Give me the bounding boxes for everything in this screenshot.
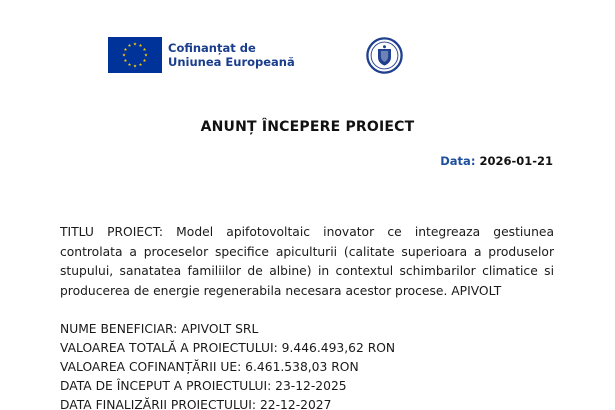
date-value: 2026-01-21 [479,154,553,168]
eu-logo-line1: Cofinanțat de [168,40,256,55]
beneficiary-line: NUME BENEFICIAR: APIVOLT SRL [60,322,259,336]
start-date-line: DATA DE ÎNCEPUT A PROIECTULUI: 23-12-2025 [60,379,347,393]
eu-cofinancing-logo [108,37,295,73]
eu-logo-text [168,41,295,70]
eu-flag-icon [108,37,162,73]
end-date-line: DATA FINALIZĂRII PROIECTULUI: 22-12-2027 [60,398,332,410]
eu-cofinancing-line: VALOAREA COFINANȚĂRII UE: 6.461.538,03 RON [60,360,359,374]
romanian-government-emblem-icon [366,37,403,74]
total-value-line: VALOAREA TOTALĂ A PROIECTULUI: 9.446.493,62 RON [60,341,396,355]
eu-logo-line2: Uniunea Europeană [168,55,295,69]
project-info-list [60,320,395,410]
project-title-paragraph: TITLU PROIECT: Model apifotovoltaic inovator ce integreaza gestiunea controlata a proceselor specifice apiculturii (calitate superioara a produselor stupului, sanatatea familiilor de albine) in contextul schimbarilor climatice si producerea de energie regenerabila necesara acestor procese. APIVOLT [60,225,554,298]
date-label: Data: [440,154,476,168]
date-line [440,154,553,168]
page-title: ANUNȚ ÎNCEPERE PROIECT [200,119,415,135]
